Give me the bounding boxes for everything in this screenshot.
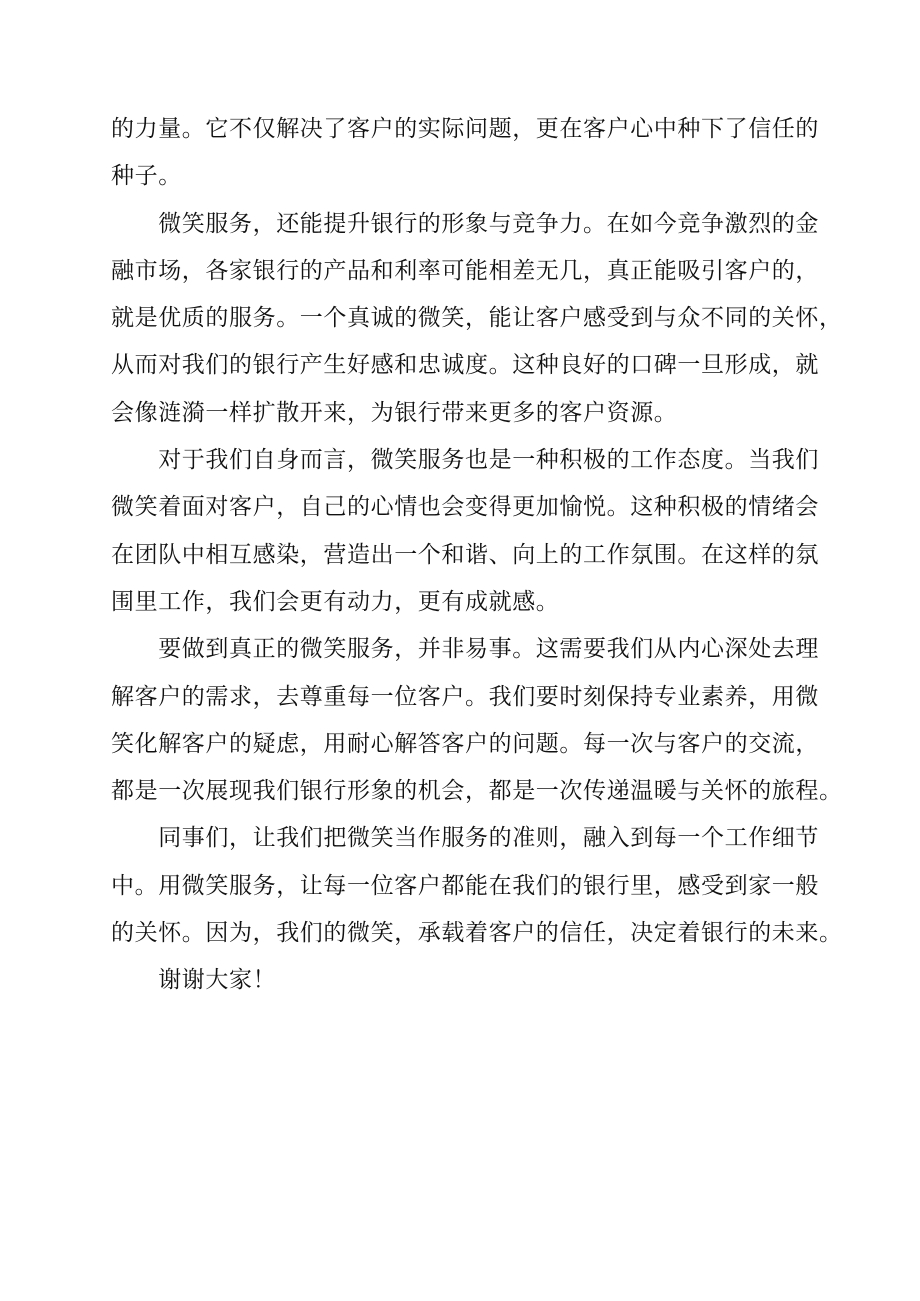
document-body: [111, 106, 843, 1005]
text-line: 的关怀。因为，我们的微笑，承载着客户的信任，决定着银行的未来。: [111, 920, 843, 947]
text-line: 谢谢大家！: [111, 967, 277, 994]
text-line: 围里工作，我们会更有动力，更有成就感。: [111, 588, 560, 615]
text-line: 笑化解客户的疑虑，用耐心解答客户的问题。每一次与客户的交流，: [111, 730, 819, 757]
text-line: 中。用微笑服务，让每一位客户都能在我们的银行里，感受到家一般: [111, 872, 819, 899]
text-line: 解客户的需求，去尊重每一位客户。我们要时刻保持专业素养，用微: [111, 683, 819, 710]
text-line: 会像涟漪一样扩散开来，为银行带来更多的客户资源。: [111, 399, 678, 426]
text-line: 从而对我们的银行产生好感和忠诚度。这种良好的口碑一旦形成，就: [111, 352, 819, 379]
text-line: 在团队中相互感染，营造出一个和谐、向上的工作氛围。在这样的氛: [111, 541, 819, 568]
text-line: 要做到真正的微笑服务，并非易事。这需要我们从内心深处去理: [111, 636, 819, 663]
text-line: 都是一次展现我们银行形象的机会，都是一次传递温暖与关怀的旅程。: [111, 778, 843, 805]
text-line: 对于我们自身而言，微笑服务也是一种积极的工作态度。当我们: [111, 447, 819, 474]
text-line: 微笑着面对客户，自己的心情也会变得更加愉悦。这种积极的情绪会: [111, 494, 819, 521]
text-line: 就是优质的服务。一个真诚的微笑，能让客户感受到与众不同的关怀，: [111, 305, 843, 332]
text-line: 种子。: [111, 163, 182, 190]
text-line: 的力量。它不仅解决了客户的实际问题，更在客户心中种下了信任的: [111, 116, 819, 142]
text-line: 同事们，让我们把微笑当作服务的准则，融入到每一个工作细节: [111, 825, 819, 852]
text-line: 融市场，各家银行的产品和利率可能相差无几，真正能吸引客户的，: [111, 257, 819, 284]
text-line: 微笑服务，还能提升银行的形象与竞争力。在如今竞争激烈的金: [111, 210, 819, 237]
